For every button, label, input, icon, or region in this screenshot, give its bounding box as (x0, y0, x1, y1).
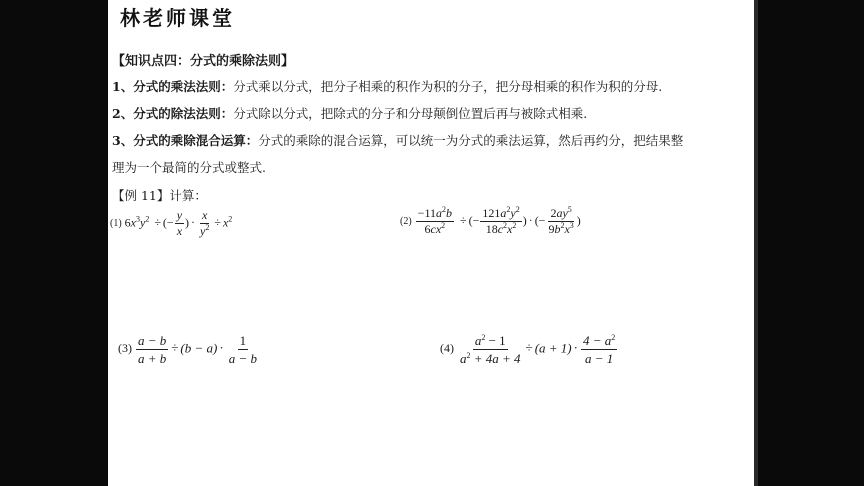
rule-2 (112, 106, 587, 122)
rule-2-text: 分式除以分式，把除式的分子和分母颠倒位置后再与被除式相乘. (233, 106, 588, 121)
page-edge-shadow (754, 0, 758, 486)
exercise-2: (2) $\frac{-11a^2b}{6cx^2}$ ÷ (− $\frac{121a^2y^2}{18c^2x^2}$ ) · (− $\frac{2ay^5}{9b^2x^3}$ ) (400, 205, 581, 236)
rule-3-continued: 理为一个最简的分式或整式. (112, 160, 266, 175)
rule-3-title: 3、分式的乘除混合运算： (112, 133, 259, 148)
fraction: $\frac{121a^2y^2}{18c^2x^2}$ (482, 205, 520, 236)
section-heading: 【知识点四：分式的乘除法则】 (112, 54, 295, 69)
document-page (108, 0, 754, 486)
rule-1-text: 分式乘以分式，把分子相乘的积作为积的分子，把分母相乘的积作为积的分母. (233, 79, 663, 94)
fraction: $\frac{1}{a - b}$ (228, 333, 257, 366)
example-title: 【例 11】计算： (112, 188, 207, 203)
rule-2-title: 2、分式的除法法则： (112, 106, 234, 121)
fraction: $\frac{x}{y^2}$ (200, 208, 210, 238)
fraction: $\frac{a^2 - 1}{a^2 + 4a + 4}$ (460, 333, 521, 366)
fraction: $\frac{2ay^5}{9b^2x^3}$ (548, 205, 574, 236)
exercise-3: (3) $\frac{a - b}{a + b}$ ÷ (b − a) · $\frac{1}{a - b}$ (118, 333, 257, 366)
fraction: $\frac{4 - a^2}{a - 1}$ (582, 333, 616, 366)
rule-1-title: 1、分式的乘法法则： (112, 79, 234, 94)
rule-1 (112, 79, 662, 95)
rule-3-text: 分式的乘除的混合运算，可以统一为分式的乘法运算，然后再约分，把结果整 (258, 133, 684, 148)
brand-title: 林老师课堂 (120, 6, 235, 30)
exercise-1: (1) $6x^3y^2$ ÷ (− $\frac{y}{x}$ ) · $\frac{x}{y^2}$ ÷ $x^2$ (110, 208, 233, 238)
exercise-4: (4) $\frac{a^2 - 1}{a^2 + 4a + 4}$ ÷ (a + 1) · $\frac{4 - a^2}{a - 1}$ (440, 333, 616, 366)
fraction: $\frac{a - b}{a + b}$ (138, 333, 167, 366)
fraction: $\frac{-11a^2b}{6cx^2}$ (417, 205, 452, 236)
rule-3 (112, 133, 683, 149)
fraction: $\frac{y}{x}$ (176, 208, 183, 238)
